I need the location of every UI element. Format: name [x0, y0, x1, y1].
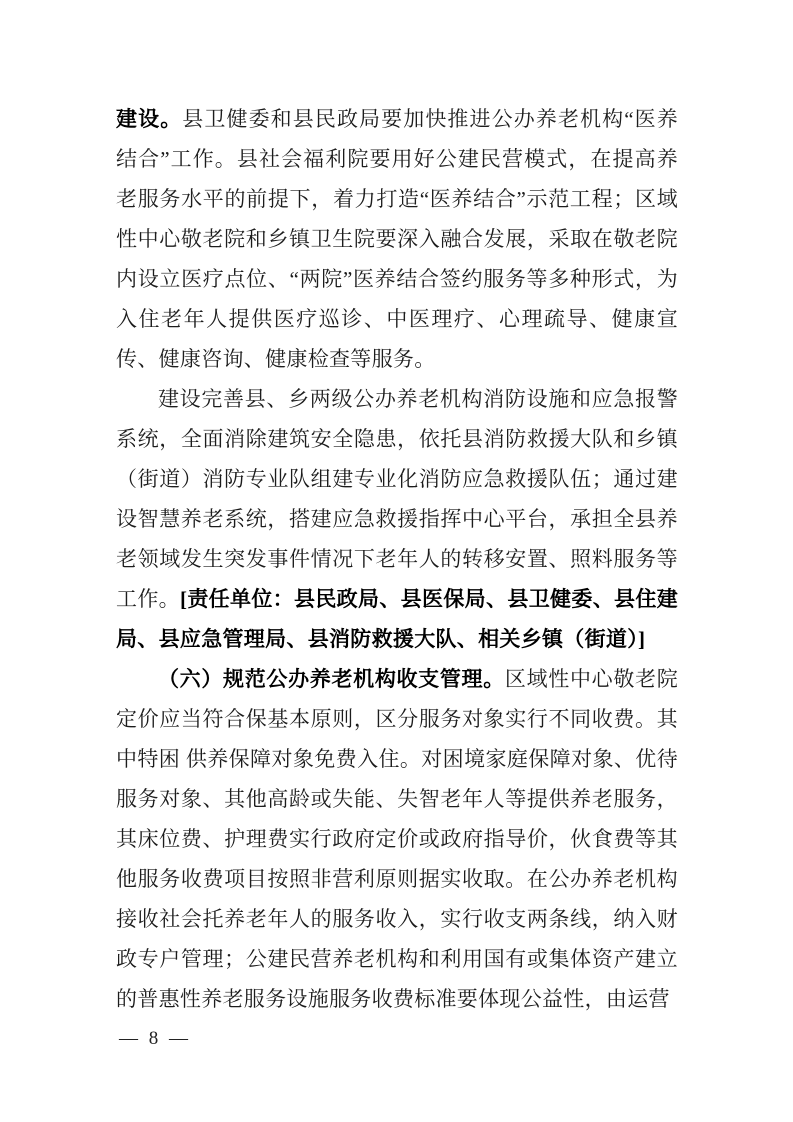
emphasis-segment: 建设。 [116, 107, 183, 131]
text-segment: 建设完善县、乡两级公办养老机构消防设施和应急报警系统，全面消除建筑安全隐患，依托县消防救援大队和乡镇（街道）消防专业队组建专业化消防应急救援队伍；通过建设智慧养老系统，搭建应急救援指挥中心平台，承担全县养老领域发生突发事件情况下老年人的转移安置、照料服务等工作。 [116, 387, 678, 611]
paragraph [116, 659, 678, 1019]
page-number: — 8 — [119, 1028, 191, 1049]
emphasis-segment: （六）规范公办养老机构收支管理。 [158, 667, 505, 691]
paragraph [116, 379, 678, 659]
text-block [116, 99, 678, 1019]
emphasis-segment: [责任单位：县民政局、县医保局、县卫健委、县住建局、县应急管理局、县消防救援大队、相关乡镇（街道）] [116, 587, 678, 651]
paragraph [116, 99, 678, 379]
text-segment: 县卫健委和县民政局要加快推进公办养老机构“医养结合”工作。县社会福利院要用好公建民营模式，在提高养老服务水平的前提下，着力打造“医养结合”示范工程；区域性中心敬老院和乡镇卫生院要深入融合发展，采取在敬老院内设立医疗点位、“两院”医养结合签约服务等多种形式，为入住老年人提供医疗巡诊、中医理疗、心理疏导、健康宣传、健康咨询、健康检查等服务。 [116, 107, 679, 371]
text-segment: 区域性中心敬老院定价应当符合保基本原则，区分服务对象实行不同收费。其中特困 供养保障对象免费入住。对困境家庭保障对象、优待服务对象、其他高龄或失能、失智老年人等提供养老服务，其床位费、护理费实行政府定价或政府指导价，伙食费等其他服务收费项目按照非营利原则据实收取。在公办养老机构接收社会托养老年人的服务收入，实行收支两条线，纳入财政专户管理；公建民营养老机构和利用国有或集体资产建立的普惠性养老服务设施服务收费标准要体现公益性，由运营 [116, 667, 678, 1011]
